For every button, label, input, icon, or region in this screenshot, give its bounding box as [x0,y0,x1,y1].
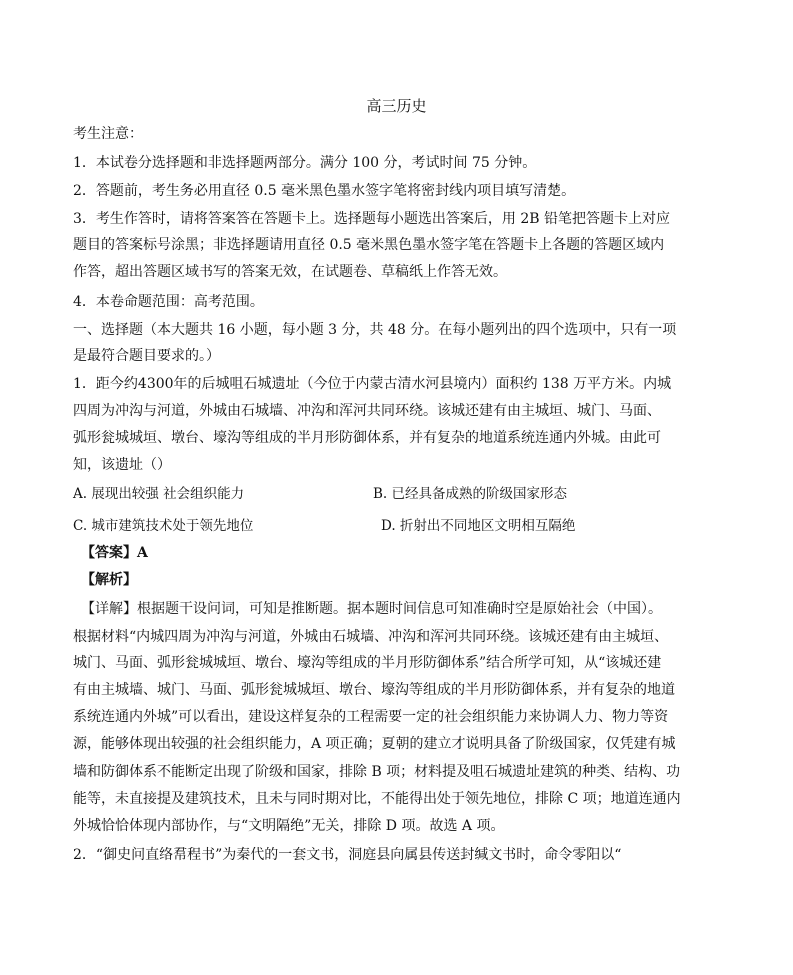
notice-item-2: 2．答题前，考生务必用直径 0.5 毫米黑色墨水签字笔将密封线内项目填写清楚。 [73,183,576,199]
q1-detail-line-1: 【详解】根据题干设问词，可知是推断题。据本题时间信息可知准确时空是原始社会（中国）。 [81,601,662,617]
q1-stem-line-2: 四周为冲沟与河道，外城由石城墙、冲沟和浑河共同环绕。该城还建有由主城垣、城门、马面、 [73,403,661,419]
q1-detail-line-7: 墙和防御体系不能断定出现了阶级和国家，排除 B 项；材料提及咀石城遗址建筑的种类、结构、功 [73,764,681,780]
notice-item-1: 1．本试卷分选择题和非选择题两部分。满分 100 分，考试时间 75 分钟。 [73,155,537,171]
q1-option-d: D. 折射出不同地区文明相互隔绝 [381,518,576,534]
notice-item-4: 4．本卷命题范围：高考范围。 [73,294,264,310]
q1-detail-line-4: 有由主城墙、城门、马面、弧形瓮城城垣、墩台、壕沟等组成的半月形防御体系，并有复杂的地道 [73,682,675,698]
q1-analysis-label: 【解析】 [81,572,137,588]
notice-item-3: 3．考生作答时，请将答案答在答题卡上。选择题每小题选出答案后，用 2B 铅笔把答题卡上对应 [73,211,671,227]
q1-stem-line-4: 知，该遗址（） [73,457,171,473]
notice-item-3-cont-1: 题目的答案标号涂黑；非选择题请用直径 0.5 毫米黑色墨水签字笔在答题卡上各题的答题区域内 [73,237,665,253]
q1-detail-line-5: 系统连通内外城”可以看出，建设这样复杂的工程需要一定的社会组织能力来协调人力、物力等资 [73,709,669,725]
q1-detail-line-8: 能等，未直接提及建筑技术，且未与同时期对比，不能得出处于领先地位，排除 C 项；地道连通内 [73,791,681,807]
q1-detail-line-3: 城门、马面、弧形瓮城城垣、墩台、壕沟等组成的半月形防御体系”结合所学可知，从“该城还建 [73,655,662,671]
q1-detail-line-6: 源，能够体现出较强的社会组织能力，A 项正确；夏朝的建立才说明具备了阶级国家，仅凭建有城 [73,736,676,752]
q1-option-b: B. 已经具备成熟的阶级国家形态 [373,486,568,502]
page-title: 高三历史 [366,97,427,115]
q2-stem-line-1: 2．“御史问直络帬程书”为秦代的一套文书，洞庭县向属县传送封缄文书时，命令零阳以“ [73,847,622,863]
q1-detail-line-2: 根据材料“内城四周为冲沟与河道，外城由石城墙、冲沟和浑河共同环绕。该城还建有由主城垣、 [73,629,669,645]
notice-item-3-cont-2: 作答，超出答题区域书写的答案无效，在试题卷、草稿纸上作答无效。 [73,264,507,280]
q1-answer: 【答案】A [81,545,148,561]
q1-stem-line-1: 1．距今约4300年的后城咀石城遗址（今位于内蒙古清水河县境内）面积约 138 万平方米。内城 [73,376,672,392]
section-heading: 一、选择题（本大题共 16 小题，每小题 3 分，共 48 分。在每小题列出的四个选项中，只有一项 [73,322,677,338]
q1-detail-line-9: 外城恰恰体现内部协作，与“文明隔绝”无关，排除 D 项。故选 A 项。 [73,818,505,834]
notice-heading: 考生注意： [73,126,143,142]
q1-option-a: A. 展现出较强 社会组织能力 [73,486,245,502]
section-heading-cont: 是最符合题目要求的。） [73,348,220,364]
q1-option-c: C. 城市建筑技术处于领先地位 [73,518,254,534]
q1-stem-line-3: 弧形瓮城城垣、墩台、壕沟等组成的半月形防御体系，并有复杂的地道系统连通内外城。由此可 [73,430,661,446]
